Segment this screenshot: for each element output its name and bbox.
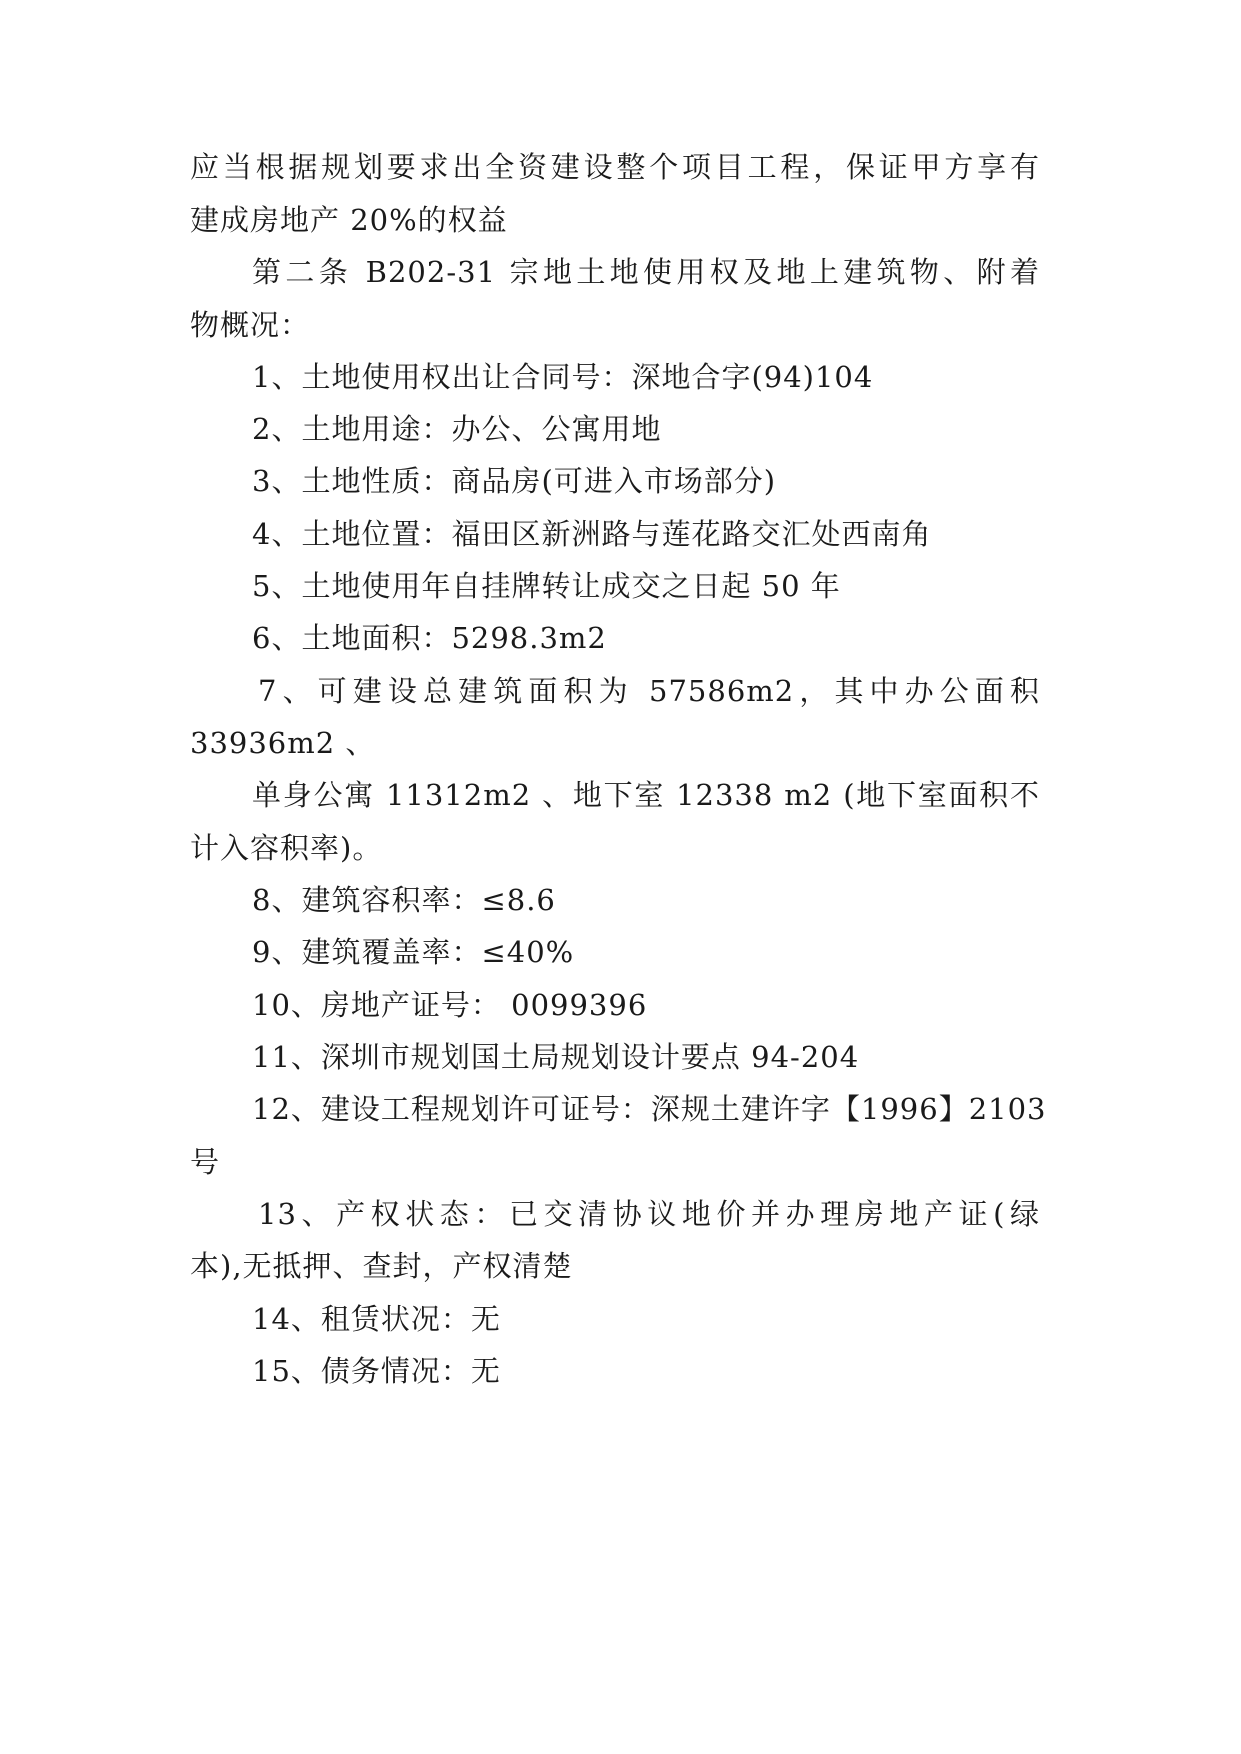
list-item-continuation: 33936m2 、: [190, 726, 376, 760]
list-item-continuation: 计入容积率)。: [190, 831, 383, 865]
list-item: 7、可建设总建筑面积为 57586m2，其中办公面积: [258, 674, 1040, 708]
list-item: 12、建设工程规划许可证号：深规土建许字【1996】2103: [252, 1092, 1047, 1126]
list-item: 8、建筑容积率：≤8.6: [252, 883, 556, 917]
article-heading-line: 第二条 B202-31 宗地土地使用权及地上建筑物、附着: [252, 255, 1040, 289]
list-item: 1、土地使用权出让合同号：深地合字(94)104: [252, 360, 874, 394]
article-heading-line: 物概况：: [190, 308, 311, 342]
list-item: 10、房地产证号： 0099396: [252, 988, 648, 1022]
list-item: 13、产权状态：已交清协议地价并办理房地产证(绿: [258, 1197, 1040, 1231]
list-item-continuation: 本),无抵押、查封，产权清楚: [190, 1249, 573, 1283]
list-item: 2、土地用途：办公、公寓用地: [252, 412, 662, 446]
list-item: 9、建筑覆盖率：≤40%: [252, 935, 575, 969]
list-item: 14、租赁状况：无: [252, 1302, 501, 1336]
list-item-continuation: 单身公寓 11312m2 、地下室 12338 m2 (地下室面积不: [252, 778, 1040, 812]
list-item: 5、土地使用年自挂牌转让成交之日起 50 年: [252, 569, 841, 603]
list-item: 4、土地位置：福田区新洲路与莲花路交汇处西南角: [252, 517, 932, 551]
paragraph-line: 应当根据规划要求出全资建设整个项目工程，保证甲方享有: [190, 150, 1040, 184]
list-item: 11、深圳市规划国土局规划设计要点 94-204: [252, 1040, 860, 1074]
list-item: 15、债务情况：无: [252, 1354, 501, 1388]
paragraph-line: 建成房地产 20%的权益: [190, 203, 508, 237]
list-item: 3、土地性质：商品房(可进入市场部分): [252, 464, 777, 498]
list-item-continuation: 号: [190, 1145, 221, 1179]
list-item: 6、土地面积：5298.3m2: [252, 621, 607, 655]
